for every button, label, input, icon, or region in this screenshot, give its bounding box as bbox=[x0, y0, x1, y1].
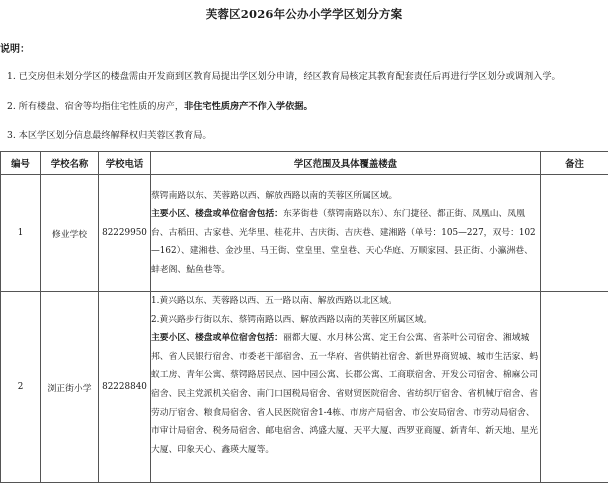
scope-main bbox=[151, 329, 540, 459]
scope-line: 1.黄兴路以东、芙蓉路以西、五一路以南、解放西路以北区域。 bbox=[151, 292, 540, 311]
note-2-text: 2. 所有楼盘、宿舍等均指住宅性质的房产， bbox=[7, 101, 184, 112]
header-school: 学校名称 bbox=[41, 152, 99, 175]
table-row bbox=[1, 175, 608, 292]
note-2 bbox=[7, 98, 313, 112]
header-remark: 备注 bbox=[541, 152, 608, 175]
row-scope bbox=[151, 175, 541, 292]
row-school: 浏正街小学 bbox=[41, 292, 99, 483]
scope-main-text: 丽都大厦、水月林公寓、定王台公寓、省茶叶公司宿舍、湘域城邦、省人民银行宿舍、市委老干部宿舍、五一华府、省供销社宿舍、新世界商贸城、城市生活家、蚂蚁工房、青年公寓、蔡锷路居民点、园中园公寓、长郡公寓、工商联宿舍、开发公司宿舍、棉麻公司宿舍、民主党派机关宿舍、南门口国税局宿舍、省财贸医院宿舍、省纺织厅宿舍、省机械厅宿舍、省劳动厅宿舍、粮食局宿舍、省人民医院宿舍1-4栋、市房产局宿舍、市公安局宿舍、市劳动局宿舍、市审计局宿舍、税务局宿舍、邮电宿舍、鸿盛大厦、天平大厦、西罗亚商厦、新青年、新天地、星光大厦、印象天心、鑫瑛大厦等。 bbox=[151, 333, 538, 455]
document-title: 芙蓉区2026年公办小学学区划分方案 bbox=[0, 6, 608, 22]
row-phone: 82229950 bbox=[99, 175, 151, 292]
note-2-bold-text: 非住宅性质房产不作入学依据。 bbox=[184, 101, 313, 112]
row-num: 1 bbox=[1, 175, 41, 292]
scope-main-text: 东茅街巷（蔡锷南路以东）、东门捷径、都正街、凤凰山、凤凰台、古稻田、古家巷、光华里、桂花井、吉庆街、吉庆巷、建湘路（单号：105—227，双号：102—162）、建湘巷、金沙里、马王街、堂皇里、堂皇巷、天心华庭、万顺家园、县正街、小瀛洲巷、蚌老阁、鮎鱼巷等。 bbox=[151, 209, 536, 275]
note-1 bbox=[7, 68, 561, 82]
note-3 bbox=[7, 127, 212, 141]
row-num: 2 bbox=[1, 292, 41, 483]
scope-main bbox=[151, 205, 540, 279]
row-remark bbox=[541, 175, 608, 292]
row-phone: 82228840 bbox=[99, 292, 151, 483]
note-1-text: 1. 已交房但未划分学区的楼盘需由开发商到区教育局提出学区划分申请，经区教育局核定其教育配套责任后再进行学区划分或调剂入学。 bbox=[7, 71, 561, 82]
header-scope: 学区范围及具体覆盖楼盘 bbox=[151, 152, 541, 175]
scope-line: 2.黄兴路步行街以东、蔡锷南路以西、解放西路以南的芙蓉区所属区域。 bbox=[151, 311, 540, 330]
header-phone: 学校电话 bbox=[99, 152, 151, 175]
note-3-text: 3. 本区学区划分信息最终解释权归芙蓉区教育局。 bbox=[7, 130, 212, 141]
header-num: 编号 bbox=[1, 152, 41, 175]
row-remark bbox=[541, 292, 608, 483]
row-school: 修业学校 bbox=[41, 175, 99, 292]
scope-line: 蔡锷南路以东、芙蓉路以西、解放西路以南的芙蓉区所属区域。 bbox=[151, 187, 540, 206]
table-header-row bbox=[1, 152, 608, 175]
school-district-table bbox=[0, 151, 608, 483]
notes-heading: 说明： bbox=[0, 40, 30, 55]
table-row bbox=[1, 292, 608, 483]
scope-main-label: 主要小区、楼盘或单位宿舍包括： bbox=[151, 209, 283, 219]
scope-main-label: 主要小区、楼盘或单位宿舍包括： bbox=[151, 333, 283, 343]
row-scope bbox=[151, 292, 541, 483]
